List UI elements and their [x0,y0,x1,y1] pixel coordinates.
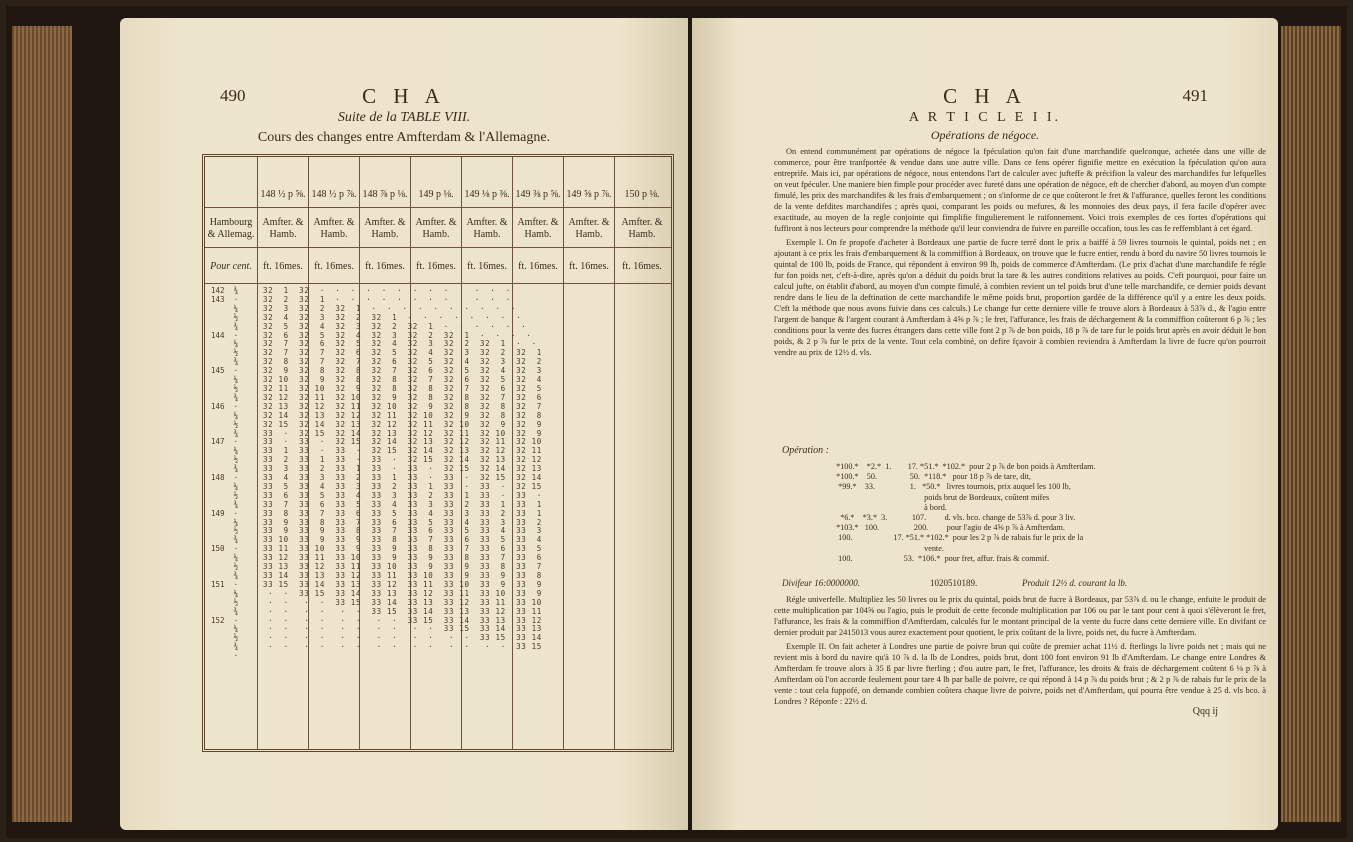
body-text-2 [774,594,1266,710]
body-text [774,146,1266,361]
paragraph-intro: On entend communément par opérations de négoce la fpéculation qu'on fait d'une marchandife quelconque, achetée dans une ville de commerce, pour être tranfportée & vendue dans une autre ville. Dans ce fens opérer fignifie mettre en exécution la fpéculation qu'on aura entreprife. Mais ici, par opérations de négoce, nous entendons l'art de calculer avec jufteffe & précifion la valeur des marchandifes fur lefquelles on veut fpéculer. Une maniere bien fimple pour procéder avec fureté dans une opération de négoce, eft de chercher d'abord, au moyen d'un compte fimulé, les prix des marchandifes & les frais d'embarquement ; on s'informe de ce que coûteront le fret & l'affurance, quelles feront les conditions de la vente defdites marchandifes ; après quoi, comparant les poids ou mefures, & les monnoies des deux pays, il fera facile d'opérer avec exactitude, au moyen de la regle conjointe qui fimplifie fingulierement le raifonnement. Voici trois exemples de ces fortes d'opérations qui fuffiront à nos lecteurs pour comprendre la méthode qu'il leur conviendra de fuivre en pareille occafion, tous les cas fe reffemblant à cet égard. [774,147,1266,233]
rate-header: 149 ⅝ p ⅞. [566,189,612,200]
rate-header: 148 ⅞ p ⅛. [362,189,408,200]
product-result: Produit 12½ d. courant la lb. [1022,578,1128,588]
first-col-header: Hambourg & Allemag. [207,217,255,240]
rate-header: 149 p ⅛. [418,189,454,200]
table-body: 32 1 32 · · · · · · · · · · · · · 32 2 32 1 · · · · · · · · · · · · 32 3 32 2 32 1 · · · · · · · · · · 32 4 32 3 32 2 32 1 · · · · · · · · 32 5 32 4 32 3 32 2 32 1 · · · · · · 32 6 32 5 32 4 32 3 32 2 32 1 · · · · 32 7 32 6 32 5 32 4 32 3 32 2 32 1 · · 32 7 32 7 32 6 32 5 32 4 32 3 32 2 32 1 32 8 32 7 32 7 32 6 32 5 32 4 32 3 32 2 32 9 32 8 32 8 32 7 32 6 32 5 32 4 32 3 32 10 32 9 32 8 32 8 32 7 32 6 32 5 32 4 32 11 32 10 32 9 32 8 32 8 32 7 32 6 32 5 32 12 32 11 32 10 32 9 32 8 32 8 32 7 32 6 32 13 32 12 32 11 32 10 32 9 32 8 32 8 32 7 32 14 32 13 32 12 32 11 32 10 32 9 32 8 32 8 32 15 32 14 32 13 32 12 32 11 32 10 32 9 32 9 33 · 32 15 32 14 32 13 32 12 32 11 32 10 32 9 33 · 33 · 32 15 32 14 32 13 32 12 32 11 32 10 33 1 33 · 33 · 32 15 32 14 32 13 32 12 32 11 33 2 33 1 33 · 33 · 32 15 32 14 32 13 32 12 33 3 33 2 33 1 33 · 33 · 32 15 32 14 32 13 33 4 33 3 33 2 33 1 33 · 33 · 32 15 32 14 33 5 33 4 33 3 33 2 33 1 33 · 33 · 32 15 33 6 33 5 33 4 33 3 33 2 33 1 33 · 33 · 33 7 33 6 33 5 33 4 33 3 33 2 33 1 33 1 33 8 33 7 33 6 33 5 33 4 33 3 33 2 33 1 33 9 33 8 33 7 33 6 33 5 33 4 33 3 33 2 33 9 33 9 33 8 33 7 33 6 33 5 33 4 33 3 33 10 33 9 33 9 33 8 33 7 33 6 33 5 33 4 33 11 33 10 33 9 33 9 33 8 33 7 33 6 33 5 33 12 33 11 33 10 33 9 33 9 33 8 33 7 33 6 33 13 33 12 33 11 33 10 33 9 33 9 33 8 33 7 33 14 33 13 33 12 33 11 33 10 33 9 33 9 33 8 33 15 33 14 33 13 33 12 33 11 33 10 33 9 33 9 · · 33 15 33 14 33 13 33 12 33 11 33 10 33 9 · · · · 33 15 33 14 33 13 33 12 33 11 33 10 · · · · · · 33 15 33 14 33 13 33 12 33 11 · · · · · · · · 33 15 33 14 33 13 33 12 · · · · · · · · · · 33 15 33 14 33 13 · · · · · · · · · · · · 33 15 33 14 · · · · · · · · · · · · · · 33 15 [263,286,542,652]
operation-lines: *100.* *2.* 1. 17. *51.* *102.* pour 2 p ⅞ de bon poids à Amfterdam. *100.* 50. 50. *118.* pour 18 p ⅞ de tare, dit, *99.* 33. 1. *50.* livres tournois, prix auquel les 100 lb, poids brut de Bordeaux, coûtent mifes à bord. *6.* *3.* 3. 107. d. vls. bco. change de 53⅞ d. pour 3 liv. *103.* 100. 200. pour l'agio de 4⅝ p ⅞ à Amfterdam. 100. 17. *51.* *102.* pour les 2 p ⅞ de rabais fur le prix de la vente. 100. 53. *106.* pour fret, affur. frais & commif. [836,462,1096,563]
left-page-number: 490 [220,86,246,105]
unit-header: ft. 16mes. [314,261,354,272]
book-spread [6,6,1347,838]
rate-header: 150 p ⅛. [624,189,660,200]
unit-header: ft. 16mes. [622,261,662,272]
col-header: Amfter. & Hamb. [517,217,559,240]
divisor-label: Divifeur 16:0000000. [782,578,860,588]
left-page-edges [12,26,72,822]
paragraph-exemple-1: Exemple I. On fe propofe d'acheter à Bordeaux une partie de fucre terré dont le prix a baiffé à 59 livres tournois le quintal, poids net ; en ajoutant à ce prix les frais d'embarquement & la commiffion à Bordeaux, on trouve que le fucre entier, rendu à bord du navire 50 livres tournois le quintal de 100 lb, poids de France, qui répondent à environ 99 lb, poids de commerce d'Amfterdam. (Le prix d'achat d'une marchandife fe régle fur fon poids net, c'eft-à-dire, après qu'on a déduit du poids brut la tare & les autres conditions relatives au poids. C'eft pourquoi, pour faire un calcul jufte, on établit d'abord, au moyen d'un compte fimulé, à combien revient un tel poids brut d'une telle marchandife, ce dernier poids devant rendre dans le lieu de la deftination de cette marchandife le même poids brut, proportion gardée de la différence qu'il y a entre les deux poids. C'eft la méthode que nous avons fuivie dans ces calculs.) Le change fur cette derniere ville fe trouve alors à Bordeaux à 53⅞ d., & l'agio entre l'argent de banque & l'argent courant à Amfterdam à 4⅝ p ⅞ ; le fret, l'affurance, les frais de déchargement & la commiffion coûteront 6 p ⅞ ; les conditions pour la vente des fucres étrangers dans cette ville font 2 p ⅞ de bon poids, 18 p ⅞ de tare fur le poids brut après en avoir déduit le bon poids, & 2 p ⅞ fur le prix de la vente. Tout cela combiné, on defire fçavoir à combien reviendra à Amfterdam la livre de fucre qu'on pourroit vendre au prix de 12½ d. vls. [774,238,1266,357]
col-header: Amfter. & Hamb. [415,217,457,240]
col-rule [563,157,564,749]
col-header: Amfter. & Hamb. [313,217,355,240]
article-heading: A R T I C L E I I. [908,110,1062,125]
col-header: Amfter. & Hamb. [621,217,663,240]
header-rule [205,247,671,248]
rate-header: 149 ⅛ p ⅜. [464,189,510,200]
right-page-edges [1281,26,1341,822]
unit-header: ft. 16mes. [467,261,507,272]
col-header: Amfter. & Hamb. [262,217,304,240]
right-page-number: 491 [1182,86,1208,105]
col-header: Amfter. & Hamb. [466,217,508,240]
table-subtitle: Suite de la TABLE VIII. [337,110,471,125]
unit-header: ft. 16mes. [416,261,456,272]
operation-label: Opération : [782,445,829,456]
paragraph-exemple-2: Exemple II. On fait acheter à Londres une partie de poivre brun qui coûte de premier achat 11½ d. fterlings la livre poids net ; mais qui ne revient mis à bord du navire qu'à 10 ⅞ d. la lb de Londres, poids brut, dont 100 font environ 91 lb d'Amfterdam. Le change entre Londres & Amfterdam fe trouve alors à 35 ß par livre fterling ; d'ou autre part, le fret, l'affurance, les droits & frais de déchargement coûtent 6 ⅛ p ⅞ à Amfterdam où l'on accorde feulement pour tare 4 lb par balle de poivre, ce qui répond à 14 p ⅞ du poids brut ; & 2 p ⅞ de rabais fur le prix de la vente : tout cela fuppofé, on demande combien coûtera chaque livre de poivre, poids net d'Amfterdam, qui pourra être vendue à 25 d. vls bco. à Londres ? Réponfe : 22½ d. [774,642,1266,706]
product-number: 1020510189. [930,578,978,588]
left-page [120,18,688,830]
exchange-table [202,154,674,752]
table-caption: Cours des changes entre Amfterdam & l'Allemagne. [257,130,551,145]
col-header: Amfter. & Hamb. [364,217,406,240]
percent-column: 142 ¾ 143 · ¼ ½ ¾ 144 · ¼ ½ ¾ 145 · ¼ ½ ¾ 146 · ¼ ½ ¾ 147 · ¼ ½ ¾ 148 · ¼ ½ ¾ 149 · ¼ ½ ¾ 150 · ¼ ½ ¾ 151 · ¼ ½ ¾ 152 · ¼ ½ ¾ · [211,286,239,661]
right-header: C H A [943,84,1027,108]
unit-header: ft. 16mes. [569,261,609,272]
rate-header: 149 ⅜ p ⅝. [515,189,561,200]
col-header: Amfter. & Hamb. [568,217,610,240]
left-header: C H A [362,84,446,108]
right-page [692,18,1278,830]
rate-header: 148 ½ p ⅞. [311,189,357,200]
pour-cent-label: Pour cent. [210,261,252,272]
unit-header: ft. 16mes. [263,261,303,272]
paragraph-regle: Régle univerfelle. Multipliez les 50 livres ou le prix du quintal, poids brut de fucre à Bordeaux, par 53⅞ d. ou le change, enfuite le produit de cette multiplication par 104⅝ ou l'agio, puis le produit de cette feconde multiplication par 106 ou par le tant pour cent à quoi s'élèveront le fret, l'affurance, les frais & la commiffion d'Amfterdam, calculés fur le montant principal de la vente du fucre dans cette derniere ville. En divifant ce dernier produit par 2415013 vous aurez exactement pour quotient, le prix coûtant de la livre, poids net, du fucre à Amfterdam. [774,595,1266,637]
signature-mark: Qqq ij [1192,706,1218,717]
header-rule [205,207,671,208]
unit-header: ft. 16mes. [365,261,405,272]
col-rule [257,157,258,749]
unit-header: ft. 16mes. [518,261,558,272]
col-rule [614,157,615,749]
section-heading: Opérations de négoce. [930,128,1040,142]
rate-header: 148 ½ p ⅝. [260,189,306,200]
header-rule [205,283,671,284]
